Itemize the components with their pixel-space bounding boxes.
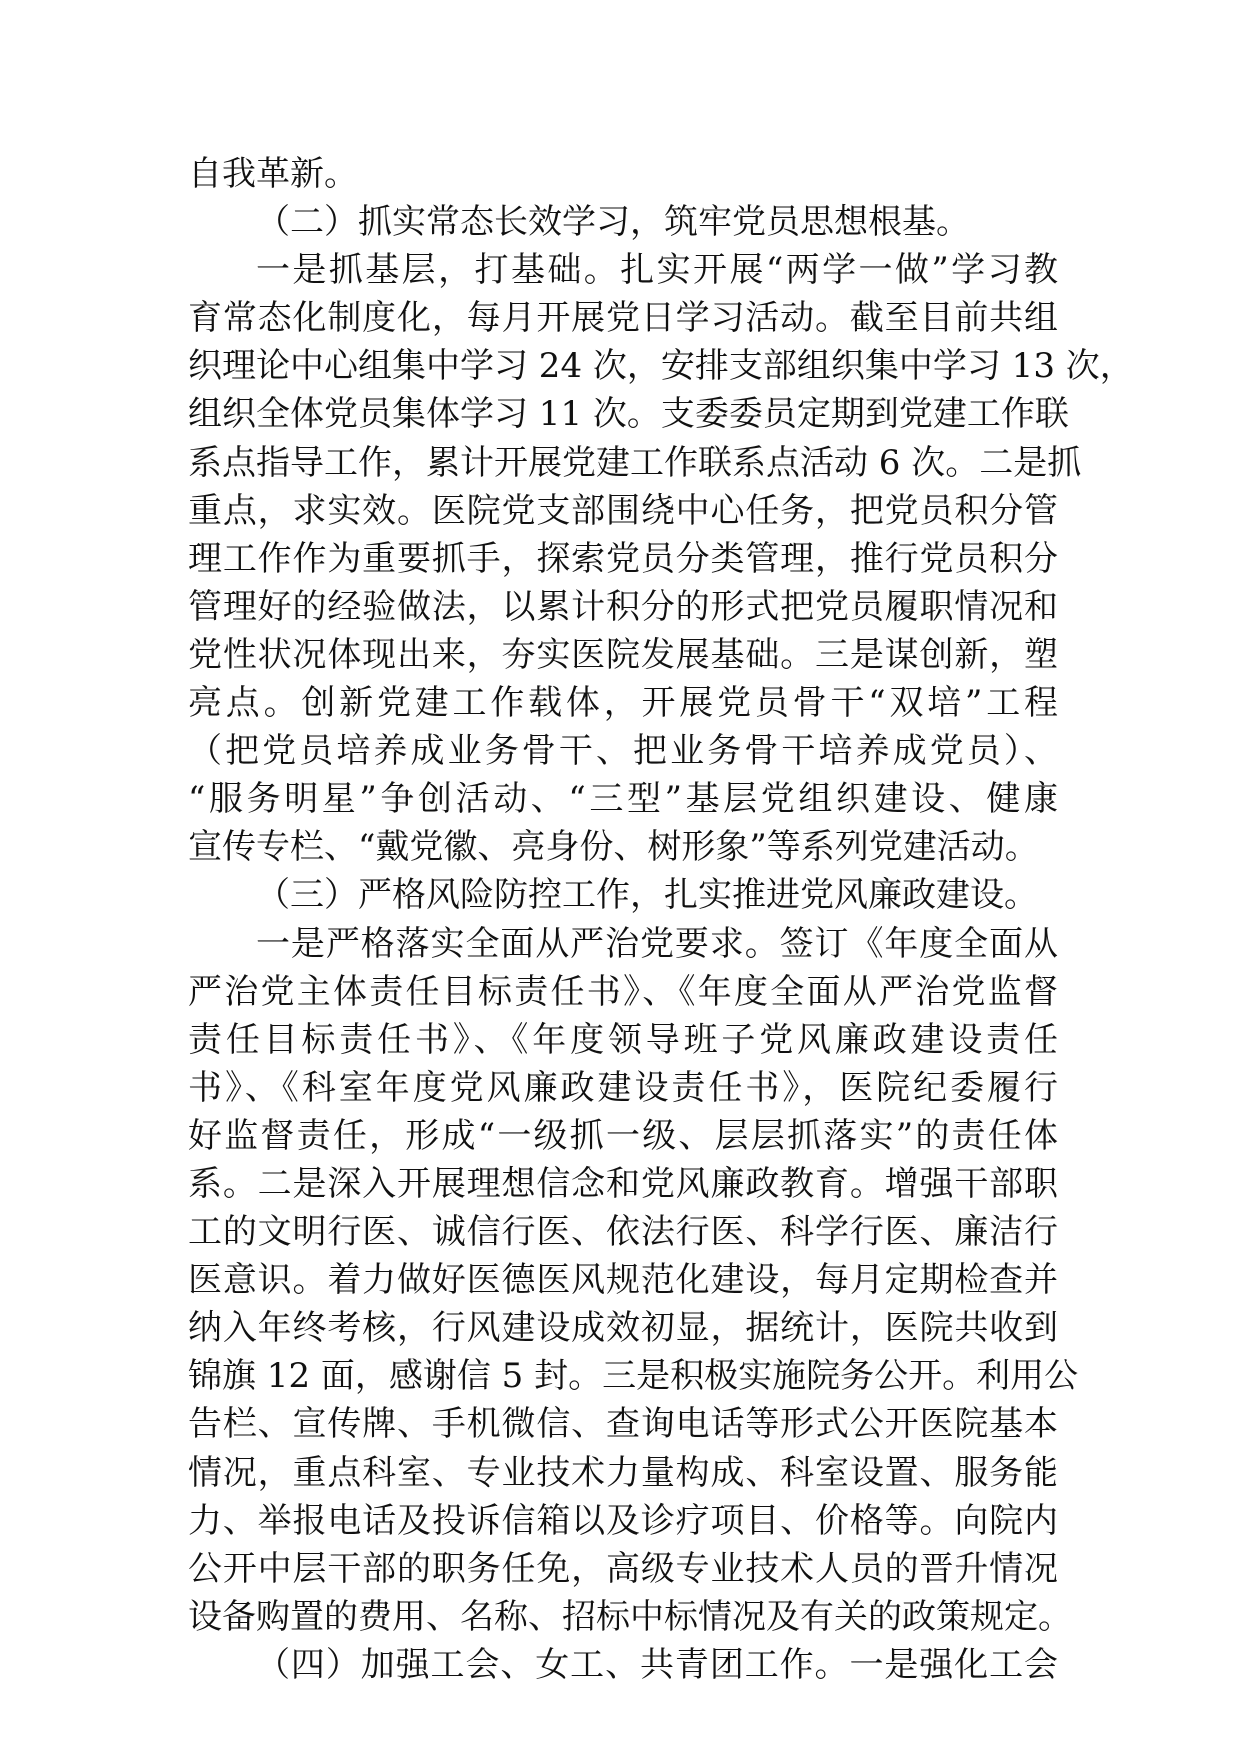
text-line: 织理论中心组集中学习 24 次，安排支部组织集中学习 13 次，	[188, 346, 1134, 387]
text-line: 公开中层干部的职务任免，高级专业技术人员的晋升情况	[188, 1548, 1058, 1589]
text-line: 责任目标责任书》、《年度领导班子党风廉政建设责任	[188, 1019, 1058, 1060]
text-line: 书》、《科室年度党风廉政建设责任书》，医院纪委履行	[188, 1067, 1058, 1108]
text-line: 一是严格落实全面从严治党要求。签订《年度全面从	[256, 923, 1058, 964]
text-line: “服务明星”争创活动、“三型”基层党组织建设、健康	[188, 779, 1058, 820]
text-line: 情况，重点科室、专业技术力量构成、科室设置、服务能	[188, 1452, 1058, 1493]
text-line: 党性状况体现出来，夯实医院发展基础。三是谋创新，塑	[188, 634, 1058, 675]
text-line: 锦旗 12 面，感谢信 5 封。三是积极实施院务公开。利用公	[188, 1356, 1079, 1397]
text-line: 好监督责任，形成“一级抓一级、层层抓落实”的责任体	[188, 1115, 1058, 1156]
text-line: 宣传专栏、“戴党徽、亮身份、树形象”等系列党建活动。	[188, 827, 1039, 868]
section-heading: （三）严格风险防控工作，扎实推进党风廉政建设。	[256, 875, 1038, 916]
text-line: 力、举报电话及投诉信箱以及诊疗项目、价格等。向院内	[188, 1500, 1058, 1541]
text-line: 系。二是深入开展理想信念和党风廉政教育。增强干部职	[188, 1163, 1058, 1204]
text-line: 理工作作为重要抓手，探索党员分类管理，推行党员积分	[188, 538, 1058, 579]
text-line: 管理好的经验做法，以累计积分的形式把党员履职情况和	[188, 586, 1058, 627]
text-line: 重点，求实效。医院党支部围绕中心任务，把党员积分管	[188, 490, 1058, 531]
text-line: 系点指导工作，累计开展党建工作联系点活动 6 次。二是抓	[188, 442, 1082, 483]
text-line: 组织全体党员集体学习 11 次。支委委员定期到党建工作联	[188, 394, 1069, 435]
text-line: 严治党主体责任目标责任书》、《年度全面从严治党监督	[188, 971, 1058, 1012]
text-line: （把党员培养成业务骨干、把业务骨干培养成党员）、	[188, 731, 1058, 772]
text-line: 纳入年终考核，行风建设成效初显，据统计，医院共收到	[188, 1308, 1058, 1349]
body-text	[188, 150, 1134, 1689]
section-heading: （二）抓实常态长效学习，筑牢党员思想根基。	[256, 202, 970, 243]
text-line: 医意识。着力做好医德医风规范化建设，每月定期检查并	[188, 1260, 1058, 1301]
text-line: 亮点。创新党建工作载体，开展党员骨干“双培”工程	[188, 683, 1058, 724]
text-line: 告栏、宣传牌、手机微信、查询电话等形式公开医院基本	[188, 1404, 1058, 1445]
text-line: 一是抓基层，打基础。扎实开展“两学一做”学习教	[256, 250, 1058, 291]
text-line: 设备购置的费用、名称、招标中标情况及有关的政策规定。	[188, 1596, 1072, 1637]
text-line: 自我革新。	[188, 154, 358, 194]
text-line: 工的文明行医、诚信行医、依法行医、科学行医、廉洁行	[188, 1212, 1058, 1253]
text-line: 育常态化制度化，每月开展党日学习活动。截至目前共组	[188, 298, 1058, 339]
section-heading: （四）加强工会、女工、共青团工作。一是强化工会	[256, 1644, 1058, 1685]
